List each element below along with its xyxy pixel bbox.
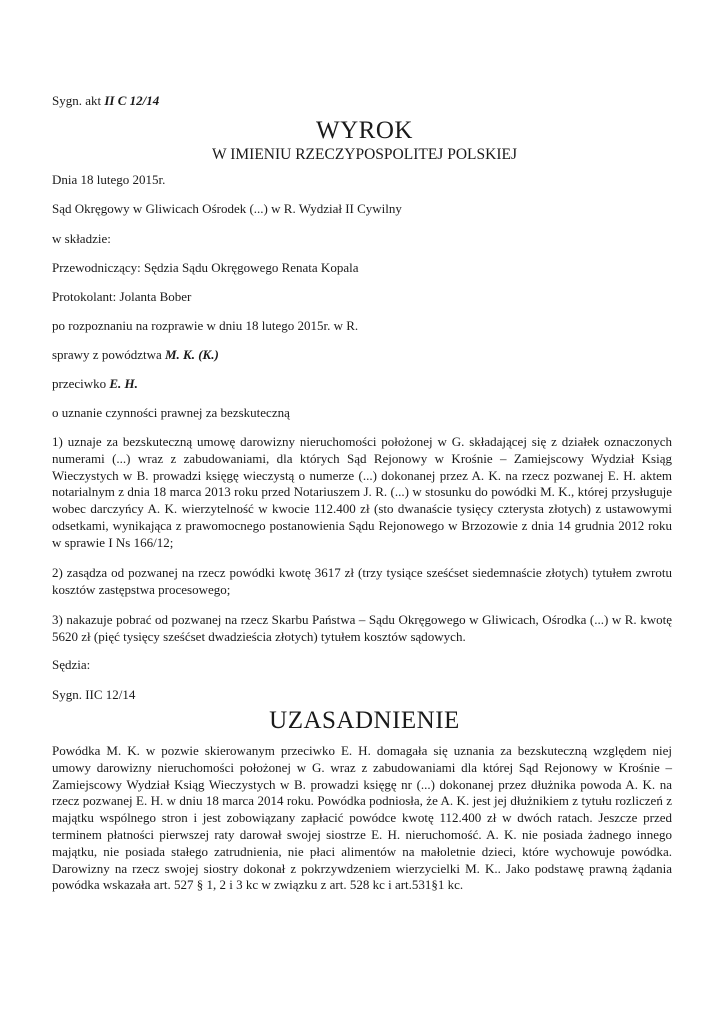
case-parties-defendant	[52, 376, 138, 392]
case-subject: o uznanie czynności prawnej za bezskuteczną	[52, 405, 290, 420]
against-prefix: przeciwko	[52, 376, 110, 391]
composition-label: w składzie:	[52, 231, 111, 246]
judgment-subtitle: W IMIENIU RZECZYPOSPOLITEJ POLSKIEJ	[212, 146, 517, 163]
case-signature	[52, 93, 159, 109]
defendant-name: E. H.	[109, 376, 138, 391]
court-clerk: Protokolant: Jolanta Bober	[52, 289, 192, 304]
justification-body: Powódka M. K. w pozwie skierowanym przeciwko E. H. domagała się uznania za bezskuteczną względem niej umowy darowizny nieruchomości położonej w G. wraz z zabudowaniami dla której Sąd Rejonowy w Krośnie – Zamiejscowy Wydział Ksiąg Wieczystych w B. prowadzi księgę nr (...) dokonanej przez dłużnika powoda A. K. na rzecz pozwanej E. H. w dniu 18 marca 2014 roku. Powódka podniosła, że A. K. jest jej dłużnikiem z tytułu rozliczeń z majątku wspólnego stron i jest zobowiązany zapłacić powódce kwotę 112.400 zł w dwóch ratach. Jeszcze przed terminem płatności pierwszej raty darował swojej siostrze E. H. nieruchomość. A. K. nie posiada żadnego innego majątku, nie posiada stałego zatrudnienia, nie płaci alimentów na małoletnie dzieci, które wychowuje powódka. Darowizny na rzecz swojej siostry dokonał z pokrzywdzeniem wierzycielki M. K.. Jako podstawę prawną żądania powódka wskazała art. 527 § 1, 2 i 3 kc w związku z art. 528 kc i art.531§1 kc.	[52, 743, 672, 893]
judge-signature-label: Sędzia:	[52, 657, 91, 672]
ruling-item: 2) zasądza od pozwanej na rzecz powódki kwotę 3617 zł (trzy tysiące sześćset siedemnaście złotych) tytułem zwrotu kosztów zastępstwa procesowego;	[52, 565, 672, 597]
case-parties-plaintiff	[52, 347, 219, 363]
ruling-item: 3) nakazuje pobrać od pozwanej na rzecz Skarbu Państwa – Sądu Okręgowego w Gliwicach, Ośrodka (...) w R. kwotę 5620 zł (pięć tysięcy sześćset dwadzieścia złotych) tytułem kosztów sądowych.	[52, 612, 672, 644]
judgment-title: WYROK	[316, 117, 413, 144]
court-name: Sąd Okręgowy w Gliwicach Ośrodek (...) w R. Wydział II Cywilny	[52, 201, 402, 216]
justification-case-ref: Sygn. IIC 12/14	[52, 687, 136, 702]
case-prefix: sprawy z powództwa	[52, 347, 165, 362]
hearing-info: po rozpoznaniu na rozprawie w dniu 18 lutego 2015r. w R.	[52, 318, 359, 333]
justification-title: UZASADNIENIE	[269, 707, 460, 734]
case-signature-label: Sygn. akt	[52, 93, 105, 108]
plaintiff-name: M. K. (K.)	[165, 347, 219, 362]
presiding-judge: Przewodniczący: Sędzia Sądu Okręgowego Renata Kopala	[52, 260, 359, 275]
judgment-date: Dnia 18 lutego 2015r.	[52, 172, 166, 187]
ruling-item: 1) uznaje za bezskuteczną umowę darowizny nieruchomości położonej w G. składającej się z działek oznaczonych numerami (...) wraz z zabudowaniami, dla których Sąd Rejonowy w Krośnie – Zamiejscowy Wydział Ksiąg Wieczystych w B. prowadzi księgę wieczystą o numerze (...) dokonanej przez A. K. na rzecz pozwanej E. H. aktem notarialnym z dnia 18 marca 2013 roku przed Notariuszem J. R. (...) w stosunku do powódki M. K., której przysługuje wobec darczyńcy A. K. wierzytelność w kwocie 112.400 zł (sto dwanaście tysięcy czterysta złotych) z ustawowymi odsetkami, wynikająca z prawomocnego postanowienia Sądu Rejonowego w Brzozowie z dnia 14 grudnia 2012 roku w sprawie I Ns 166/12;	[52, 434, 672, 550]
case-number: II C 12/14	[104, 93, 160, 108]
